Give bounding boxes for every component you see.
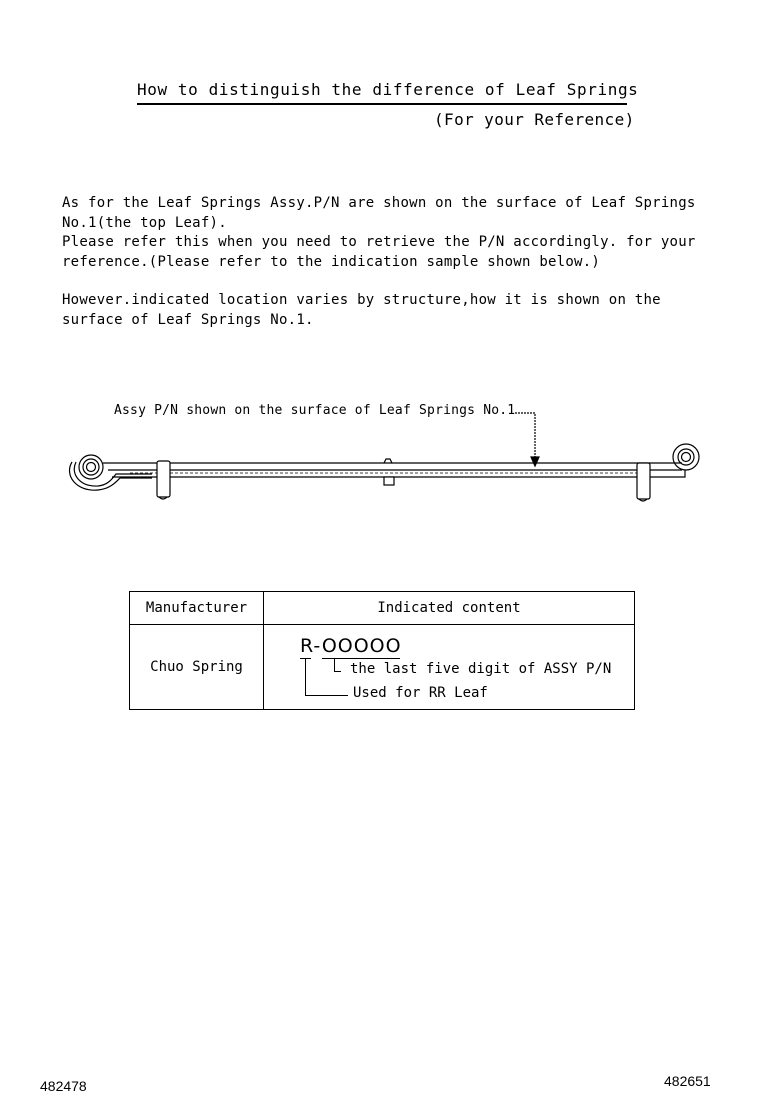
prefix-note: Used for RR Leaf — [353, 685, 488, 701]
left-clip — [157, 461, 170, 497]
callout-leader-line — [515, 413, 535, 458]
prefix-bracket — [305, 659, 348, 696]
location-note-paragraph: However.indicated location varies by structure,how it is shown on the surface of Leaf Springs No.1. — [62, 292, 661, 328]
document-title: How to distinguish the difference of Leaf Springs — [137, 80, 639, 99]
footer-id-right: 482651 — [664, 1073, 711, 1089]
callout-label: Assy P/N shown on the surface of Leaf Springs No.1 — [114, 403, 516, 418]
leaf-spring-diagram — [0, 400, 760, 520]
table-row — [130, 625, 635, 710]
table-header-row — [130, 592, 635, 625]
left-eye-coil-icon — [70, 455, 152, 490]
intro-paragraph: As for the Leaf Springs Assy.P/N are shown on the surface of Leaf Springs No.1(the top Leaf). Please refer this when you need to retrieve the P/N accordingly. for your reference.(Please refer to the indication sample shown below.) — [62, 195, 696, 270]
right-eye-coil-icon — [673, 444, 699, 470]
footer-id-left: 482478 — [40, 1078, 87, 1094]
title-underline — [137, 103, 627, 105]
callout-arrowhead — [531, 457, 539, 466]
part-code-sample: R-OOOOO — [300, 635, 402, 657]
digits-note: the last five digit of ASSY P/N — [350, 661, 612, 677]
right-clip — [637, 463, 650, 499]
document-subtitle: (For your Reference) — [434, 110, 635, 129]
manufacturer-cell: Chuo Spring — [130, 625, 264, 710]
header-indicated-content: Indicated content — [264, 592, 635, 625]
header-manufacturer: Manufacturer — [130, 592, 264, 625]
leaf-2 — [112, 470, 685, 477]
indicated-content-cell — [264, 625, 635, 710]
manufacturer-reference-table — [129, 591, 635, 710]
